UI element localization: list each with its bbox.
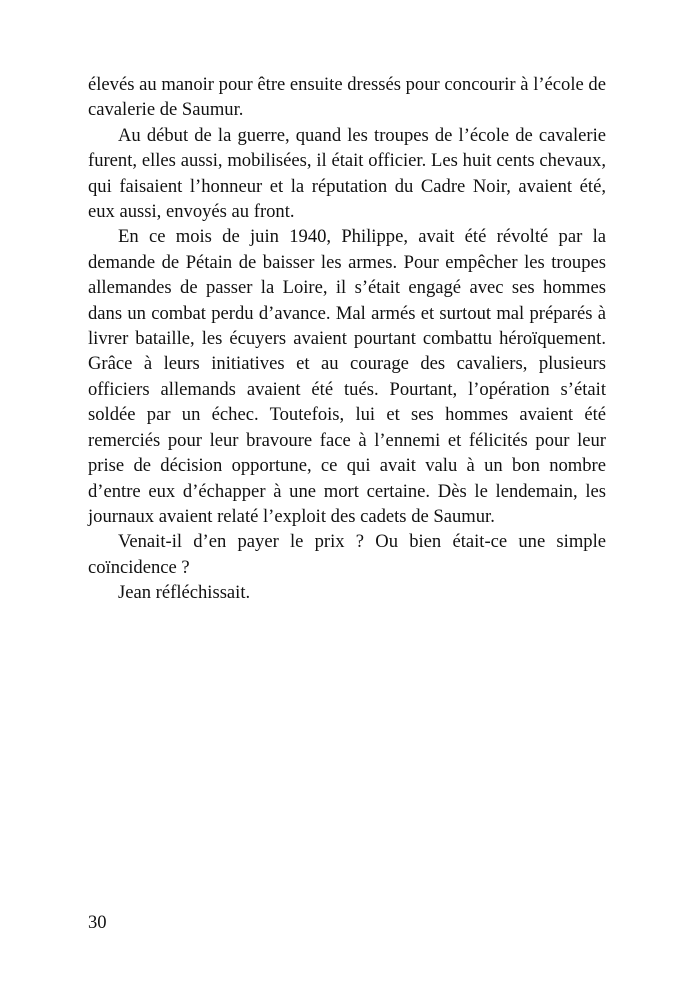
paragraph-june-1940: En ce mois de juin 1940, Philippe, avait été révolté par la demande de Pétain de baisser les armes. Pour empêcher les troupes allemandes de passer la Loire, il s’était engagé avec ses hommes dans un combat perdu d’avance. Mal armés et surtout mal préparés à livrer bataille, les écuyers avaient pourtant combattu héroïquement. Grâce à leurs initiatives et au courage des cavaliers, plusieurs officiers allemands avaient été tués. Pourtant, l’opération s’était soldée par un échec. Toutefois, lui et ses hommes avaient été remerciés pour leur bravoure face à l’ennemi et félicités pour leur prise de décision opportune, ce qui avait valu à un bon nombre d’entre eux d’échapper à une mort certaine. Dès le lendemain, les journaux avaient relaté l’exploit des cadets de Saumur. xyxy=(88,226,606,527)
body-text xyxy=(88,72,606,606)
paragraph-reflection: Jean réfléchissait. xyxy=(118,582,251,604)
page-number: 30 xyxy=(88,912,107,933)
paragraph-war-start: Au début de la guerre, quand les troupes de l’école de cavalerie furent, elles aussi, mobilisées, il était officier. Les huit cents chevaux, qui faisaient l’honneur et la réputation du Cadre Noir, avaient été, eux aussi, envoyés au front. xyxy=(88,124,606,223)
paragraph-question: Venait-il d’en payer le prix ? Ou bien était-ce une simple coïncidence ? xyxy=(88,531,606,578)
paragraph-continuation: élevés au manoir pour être ensuite dressés pour concourir à l’école de cavalerie de Saumur. xyxy=(88,74,606,121)
